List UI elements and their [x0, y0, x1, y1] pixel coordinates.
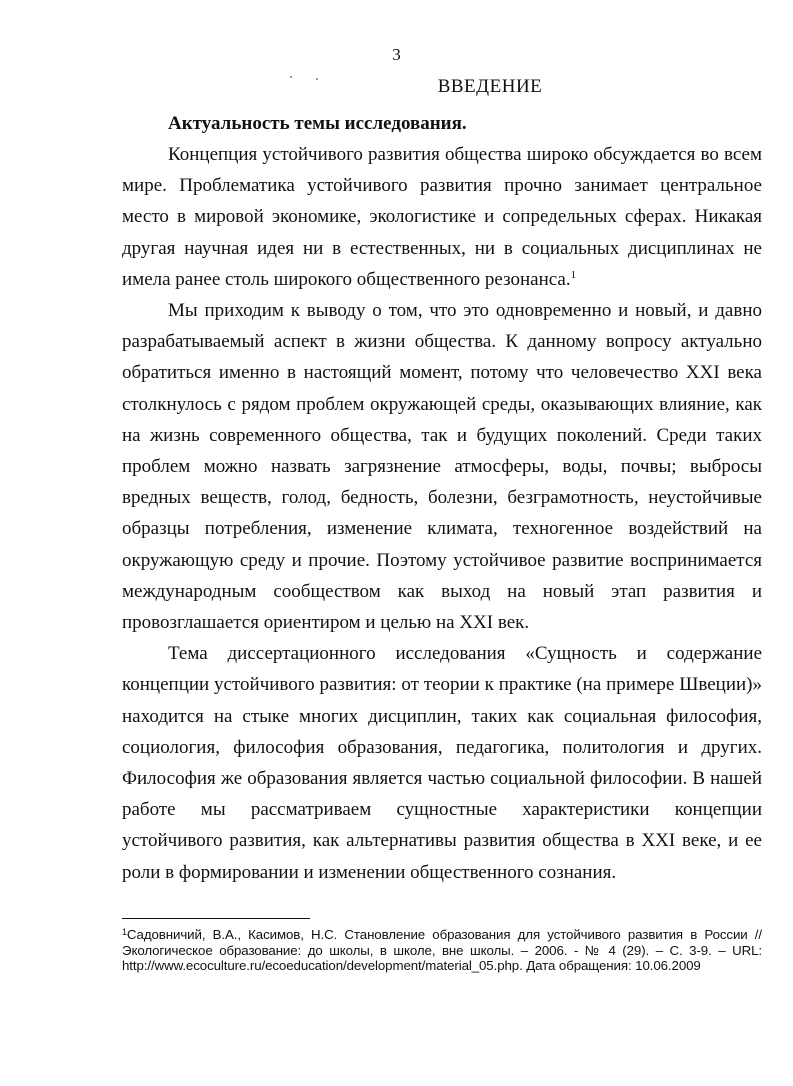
footnote-marker: 1 [122, 927, 127, 937]
paragraph-2: Мы приходим к выводу о том, что это одновременно и новый, и давно разрабатываемый аспект в жизни общества. К данному вопросу актуально обратиться именно в настоящий момент, потому что человечество XXI века столкнулось с рядом проблем окружающей среды, оказывающих влияние, как на жизнь современного общества, так и будущих поколений. Среди таких проблем можно назвать загрязнение атмосферы, воды, почвы; выбросы вредных веществ, голод, бедность, болезни, безграмотность, неустойчивые образцы потребления, изменение климата, техногенное воздействий на окружающую среду и прочие. Поэтому устойчивое развитие воспринимается международным сообществом как выход на новый этап развития и провозглашается ориентиром и целью на XXI век. [122, 300, 762, 634]
body-text [122, 139, 762, 888]
paragraph-1-text: Концепция устойчивого развития общества широко обсуждается во всем мире. Проблематика устойчивого развития прочно занимает центральное место в мировой экономике, экологистике и сопредельных сферах. Никакая другая научная идея ни в естественных, ни в социальных дисциплинах не имела ранее столь широкого общественного резонанса. [122, 144, 762, 290]
page-number: 3 [392, 45, 401, 64]
section-title: ВВЕДЕНИЕ [437, 76, 543, 97]
paragraph-3: Тема диссертационного исследования «Сущность и содержание концепции устойчивого развития: от теории к практике (на примере Швеции)» находится на стыке многих дисциплин, таких как социальная философия, социология, философия образования, педагогика, политология и других. Философия же образования является частью социальной философии. В нашей работе мы рассматриваем сущностные характеристики концепции устойчивого развития, как альтернативы развития общества в XXI веке, и ее роли в формировании и изменении общественного сознания. [122, 643, 762, 883]
footnote-reference[interactable]: 1 [570, 268, 577, 281]
footnote-text: Садовничий, В.А., Касимов, Н.С. Становление образования для устойчивого развития в России // Экологическое образование: до школы, в школе, вне школы. – 2006. - № 4 (29). – С. 3-9. – URL: http://www.ecoculture.ru/ecoeducation/development/material_05.php. Дата обращения: 10.06.2009 [122, 927, 762, 973]
paragraph-1 [122, 139, 762, 295]
footnote [122, 927, 762, 974]
footnote-divider [122, 918, 310, 919]
section-subtitle: Актуальность темы исследования. [168, 113, 467, 134]
